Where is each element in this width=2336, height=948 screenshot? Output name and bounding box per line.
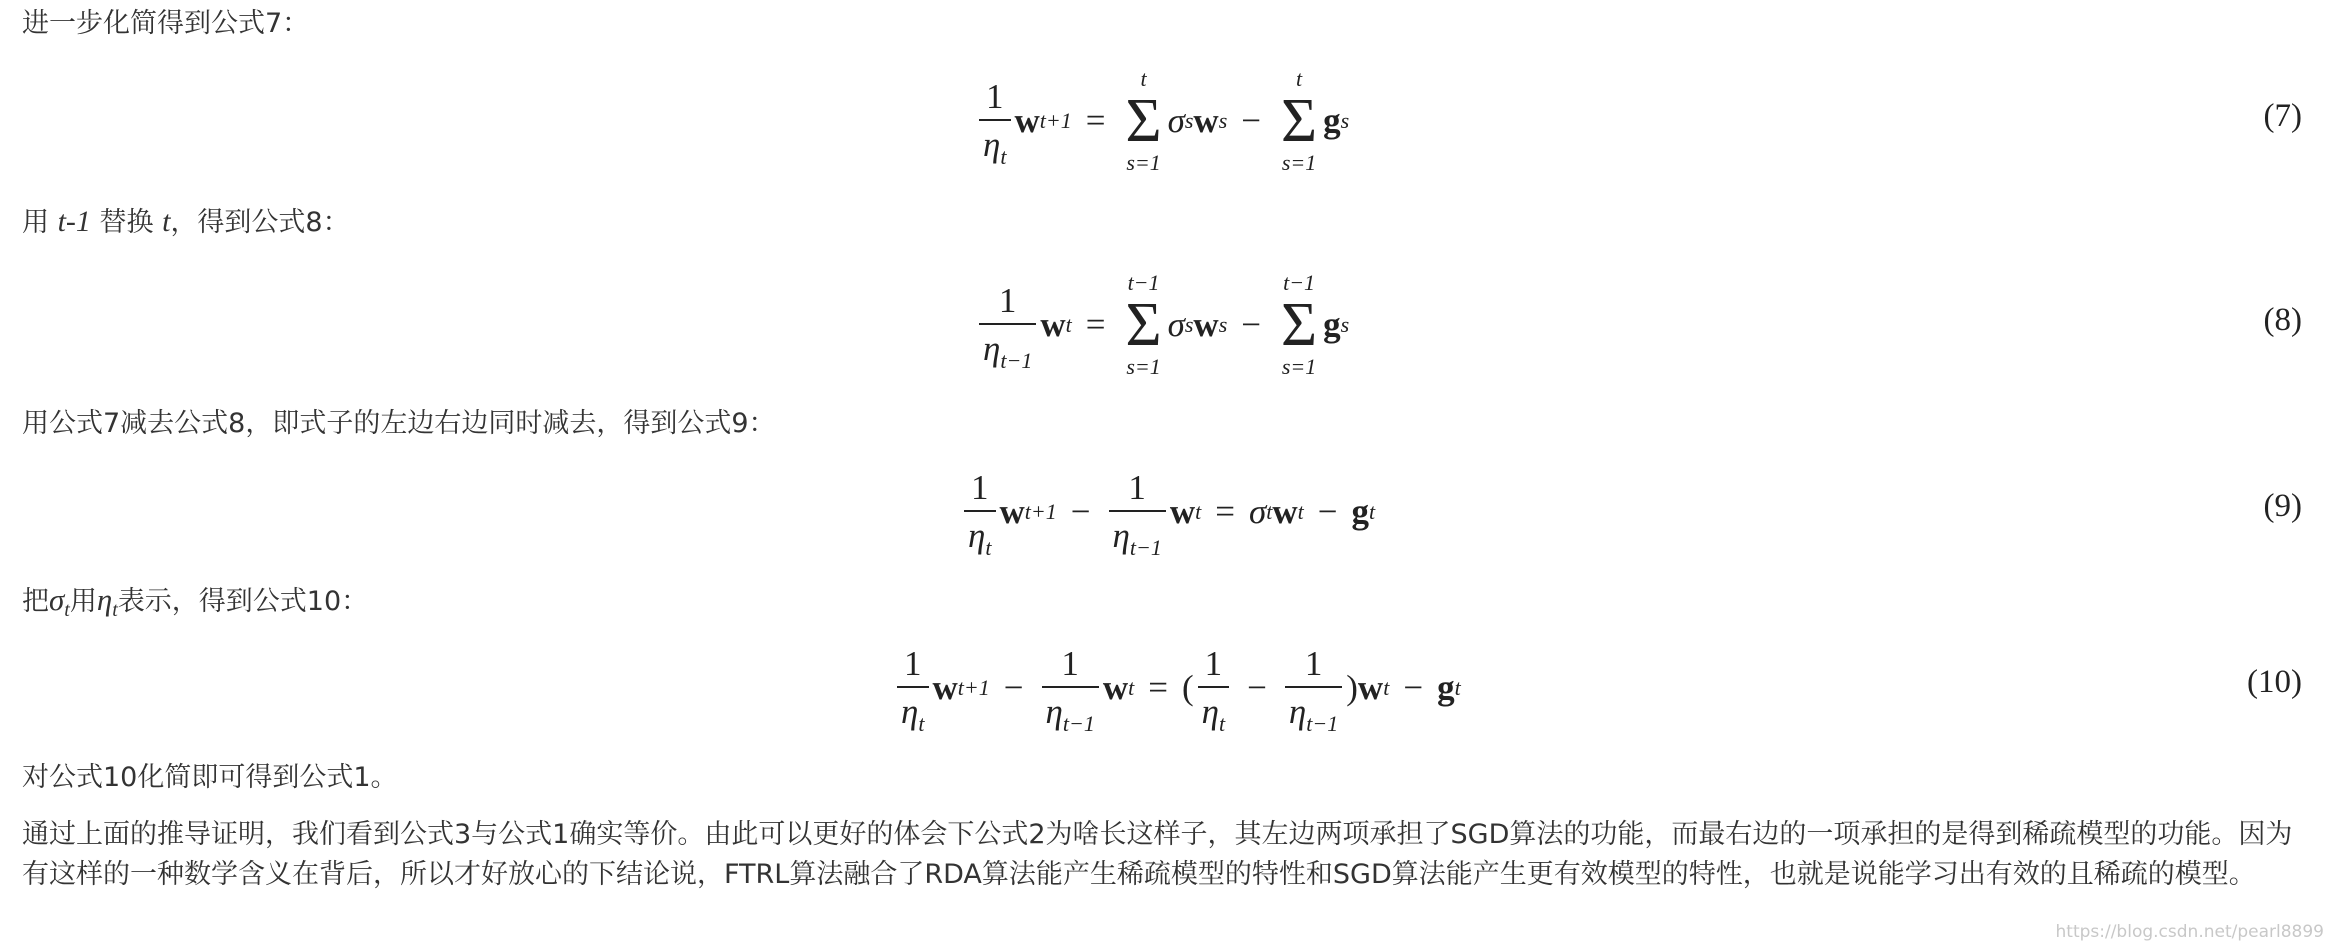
watermark: https://blog.csdn.net/pearl8899 [2055, 922, 2324, 942]
paragraph-summary: 通过上面的推导证明，我们看到公式3与公式1确实等价。由此可以更好的体会下公式2为啥长这样子，其左边两项承担了SGD算法的功能，而最右边的一项承担的是得到稀疏模型的功能。因为有这样的一种数学含义在背后，所以才好放心的下结论说，FTRL算法融合了RDA算法能产生稀疏模型的特性和SGD算法能产生更有效模型的特性，也就是说能学习出有效的且稀疏的模型。 [22, 819, 2293, 890]
equation-10-number: (10) [2247, 664, 2302, 700]
equation-7-number: (7) [2263, 98, 2302, 134]
equation-9-number: (9) [2263, 488, 2302, 524]
equation-10: $\frac{1}{\eta_t}$ w t+1 − $\frac{1}{\eta_{t-1}}$ w t = ( $\frac{1}{\eta_t}$ − $\frac{1}{\eta_{t-1}}$ ) w t − g t [893, 644, 1461, 732]
paragraph-intro-eq8: 用 t-1 替换 t，得到公式8： [22, 205, 350, 238]
equation-8: $\frac{1}{\eta_{t-1}}$ w t = t−1 Σ s=1 σ s w s − t−1 Σ s=1 g s [975, 270, 1349, 380]
equation-7: $\frac{1}{\eta_t}$ w t+1 = t Σ s=1 σ s w s − t Σ s=1 g s [975, 66, 1349, 176]
paragraph-intro-eq9: 用公式7减去公式8，即式子的左边右边同时减去，得到公式9： [22, 408, 776, 439]
equation-8-number: (8) [2263, 302, 2302, 338]
paragraph-intro-eq10: 把$\sigma_t$用$\eta_t$表示，得到公式10： [22, 582, 369, 621]
paragraph-conclusion: 对公式10化简即可得到公式1。 [22, 762, 398, 793]
paragraph-intro-eq7: 进一步化简得到公式7： [22, 8, 310, 39]
equation-9: $\frac{1}{\eta_t}$ w t+1 − $\frac{1}{\eta_{t-1}}$ w t = σ t w t − g t [960, 468, 1375, 556]
